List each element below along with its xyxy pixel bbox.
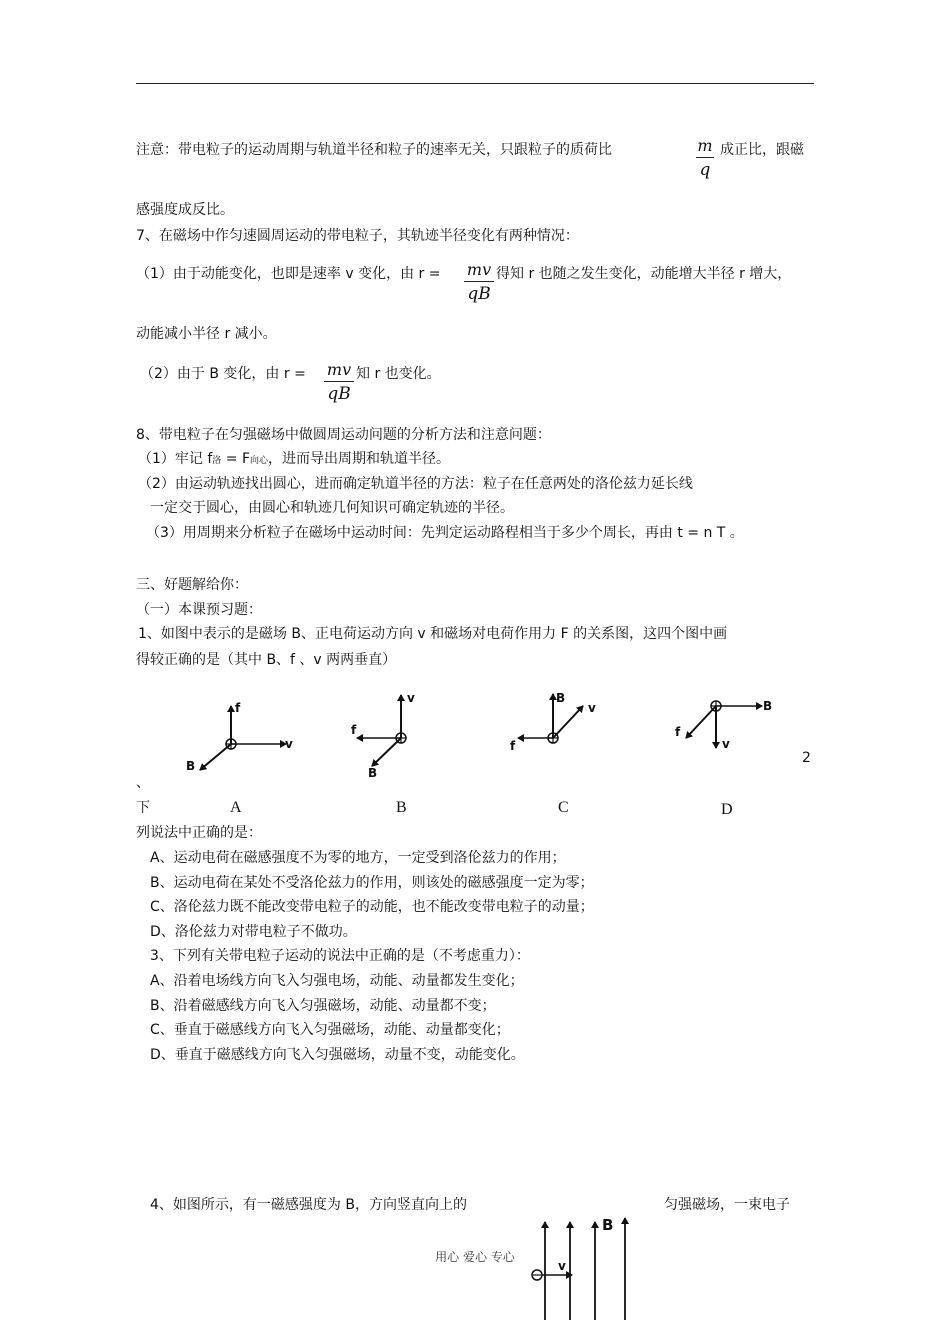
question-2-number: 2: [802, 750, 811, 766]
question-1-line1: 1、如图中表示的是磁场 B、正电荷运动方向 v 和磁场对电荷作用力 F 的关系图，这四个图中画: [138, 626, 728, 642]
figure-a-b-label: B: [186, 759, 196, 773]
figure-c-f-label: f: [510, 739, 516, 753]
question-1-line2: 得较正确的是（其中 B、f 、v 两两垂直）: [136, 652, 397, 668]
question-2-head: 下: [136, 800, 150, 816]
question-3-option-b: B、沿着磁感线方向飞入匀强磁场，动能、动量都不变；: [150, 998, 496, 1014]
figure-q4-b-label: B: [602, 1216, 614, 1234]
section-3-sub1: （一）本课预习题：: [136, 602, 262, 618]
item-7-p1-post: 得知 r 也随之发生变化，动能增大半径 r 增大，: [496, 266, 792, 282]
figure-d-v-label: v: [722, 737, 730, 751]
section-3-title: 三、好题解给你：: [136, 577, 248, 593]
figure-q4: [532, 1216, 625, 1320]
question-2-option-a: A、运动电荷在磁感强度不为零的地方，一定受到洛伦兹力的作用；: [150, 850, 566, 866]
figure-a-v-label: v: [285, 737, 293, 751]
figure-b: [351, 691, 415, 780]
item-8-p2-line2: 一定交于圆心，由圆心和轨迹几何知识可确定轨迹的半径。: [150, 500, 514, 516]
item-7-title: 7、在磁场中作匀速圆周运动的带电粒子，其轨迹半径变化有两种情况：: [136, 228, 579, 244]
question-3-option-c: C、垂直于磁感线方向飞入匀强磁场，动能、动量都变化；: [150, 1022, 510, 1038]
figure-q4-v-label: v: [558, 1259, 566, 1273]
note-line-1-end: 成正比，跟磁: [720, 142, 804, 158]
question-2-option-b: B、运动电荷在某处不受洛伦兹力的作用，则该处的磁感强度一定为零；: [150, 875, 594, 891]
figure-c: [510, 691, 596, 753]
item-7-p2-post: 知 r 也变化。: [356, 366, 441, 382]
question-2-option-c: C、洛伦兹力既不能改变带电粒子的动能，也不能改变带电粒子的动量；: [150, 899, 594, 915]
question-4-part-b: 匀强磁场，一束电子: [664, 1197, 790, 1213]
figure-a-label: A: [230, 799, 242, 816]
question-2-title: 列说法中正确的是：: [136, 825, 262, 841]
item-7-p1-line2: 动能减小半径 r 减小。: [136, 326, 277, 342]
radius-fraction-1: mv qB: [464, 260, 494, 304]
figure-d-f-label: f: [675, 725, 681, 739]
note-line-2: 感强度成反比。: [136, 202, 234, 218]
figure-a: [186, 701, 293, 773]
figure-a-f-label: f: [235, 701, 241, 715]
question-2-mark: 、: [136, 775, 150, 791]
item-8-p3: （3）用周期来分析粒子在磁场中运动时间：先判定运动路程相当于多少个周长，再由 t = n T 。: [146, 525, 744, 541]
item-8-title: 8、带电粒子在匀强磁场中做圆周运动问题的分析方法和注意问题：: [136, 427, 551, 443]
question-3-option-d: D、垂直于磁感线方向飞入匀强磁场，动量不变，动能变化。: [150, 1047, 525, 1063]
radius-fraction-2: mv qB: [324, 360, 354, 404]
note-line-1: 注意：带电粒子的运动周期与轨道半径和粒子的速率无关，只跟粒子的质荷比: [136, 142, 612, 158]
figure-c-label: C: [558, 799, 569, 816]
item-7-p1: （1）由于动能变化，也即是速率 v 变化，由 r =: [136, 266, 441, 282]
question-3-option-a: A、沿着电场线方向飞入匀强电场，动能、动量都发生变化；: [150, 973, 524, 989]
figure-d-label: D: [721, 801, 733, 818]
item-7-p2: （2）由于 B 变化，由 r =: [140, 366, 306, 382]
figure-b-label: B: [396, 799, 407, 816]
question-4-part-a: 4、如图所示，有一磁感强度为 B，方向竖直向上的: [150, 1197, 467, 1213]
figure-c-b-label: B: [556, 691, 566, 705]
item-8-p2-line1: （2）由运动轨迹找出圆心，进而确定轨道半径的方法：粒子在任意两处的洛伦兹力延长线: [138, 476, 693, 492]
figure-b-b-label: B: [368, 766, 378, 780]
question-3-title: 3、下列有关带电粒子运动的说法中正确的是（不考虑重力）：: [150, 948, 530, 964]
figure-b-v-label: v: [407, 691, 415, 705]
page-footer: 用心 爱心 专心: [435, 1250, 515, 1264]
figure-b-f-label: f: [351, 723, 357, 737]
figure-d-b-label: B: [763, 699, 773, 713]
figure-d: [675, 699, 772, 751]
question-2-option-d: D、洛伦兹力对带电粒子不做功。: [150, 924, 357, 940]
item-8-p1: （1）牢记 f洛 = F向心，进而导出周期和轨道半径。: [138, 451, 451, 467]
figure-c-v-label: v: [588, 701, 596, 715]
mass-charge-fraction: m q: [697, 136, 713, 180]
